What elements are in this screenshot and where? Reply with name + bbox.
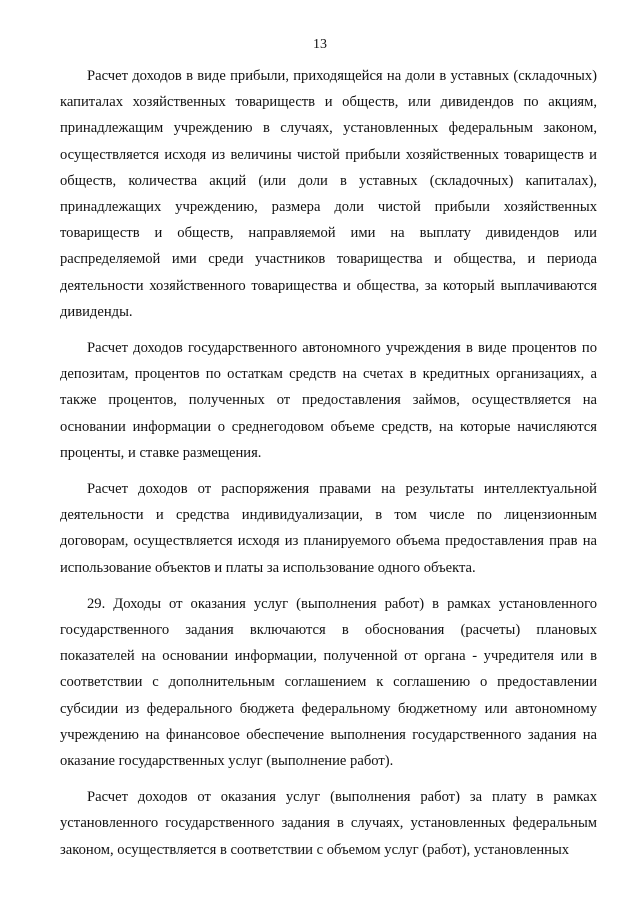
document-body (60, 63, 597, 873)
paragraph-dividend-income: Расчет доходов в виде прибыли, приходящейся на доли в уставных (складочных) капиталах хозяйственных товариществ и обществ, или дивидендов по акциям, принадлежащим учреждению в случаях, установленных федеральным законом, осуществляется исходя из величины чистой прибыли хозяйственных товариществ и обществ, количества акций (или доли в уставных (складочных) капиталах), принадлежащих учреждению, размера доли чистой прибыли хозяйственных товариществ и обществ, направляемой ими на выплату дивидендов или распределяемой ими среди участников товарищества и общества, и периода деятельности хозяйственного товарищества и общества, за который выплачиваются дивиденды. (60, 68, 597, 320)
paragraph-intellectual-property-income: Расчет доходов от распоряжения правами на результаты интеллектуальной деятельности и средства индивидуализации, в том числе по лицензионным договорам, осуществляется исходя из планируемого объема предоставления прав на использование объектов и платы за использование одного объекта. (60, 481, 597, 576)
paragraph-section-29: 29. Доходы от оказания услуг (выполнения работ) в рамках установленного государственного задания включаются в обоснования (расчеты) плановых показателей на основании информации, полученной от органа - учредителя или в соответствии с дополнительным соглашением к соглашению о предоставлении субсидии из федерального бюджета федеральному бюджетному или автономному учреждению на финансовое обеспечение выполнения государственного задания на оказание государственных услуг (выполнение работ). (60, 595, 597, 770)
paragraph-interest-income: Расчет доходов государственного автономного учреждения в виде процентов по депозитам, процентов по остаткам средств на счетах в кредитных организациях, а также процентов, полученных от предоставления займов, осуществляется на основании информации о среднегодовом объеме средств, на которые начисляются проценты, и ставке размещения. (60, 340, 597, 461)
paragraph-paid-services-income: Расчет доходов от оказания услуг (выполнения работ) за плату в рамках установленного государственного задания в случаях, установленных федеральным законом, осуществляется в соответствии с объемом услуг (работ), установленных (60, 789, 597, 858)
page-number: 13 (313, 37, 327, 52)
